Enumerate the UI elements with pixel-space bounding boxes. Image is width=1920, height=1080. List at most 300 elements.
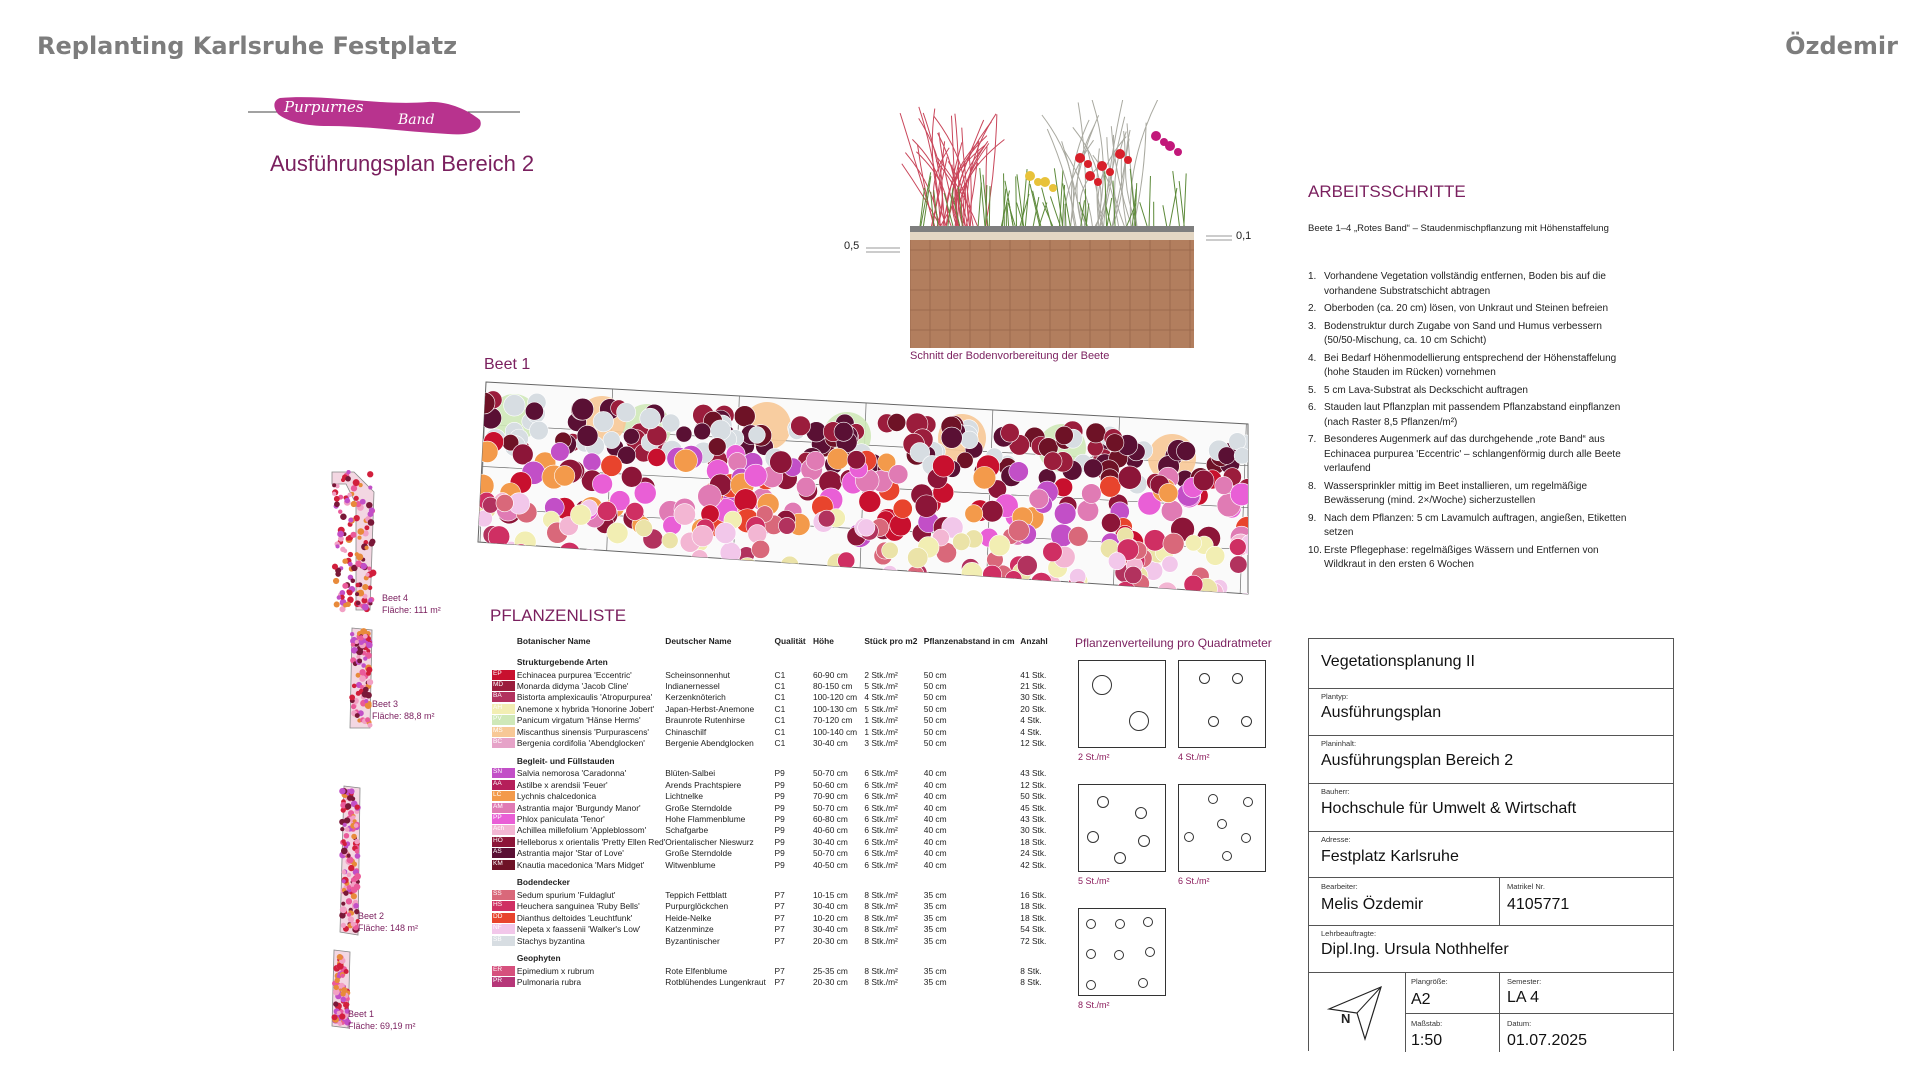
plant-dot (1241, 716, 1252, 727)
plant-dot (1222, 851, 1232, 861)
plant-height: 50-70 cm (812, 802, 848, 813)
step-number: 6. (1308, 402, 1317, 413)
plant-row (492, 768, 1052, 779)
tb-plantyp: Ausführungsplan (1321, 704, 1442, 721)
plant-count: 30 Stk. (1020, 825, 1047, 836)
plant-quality: P9 (774, 768, 785, 779)
distribution-label: 6 St./m² (1178, 876, 1210, 886)
plant-count: 18 Stk. (1020, 901, 1047, 912)
plant-count: 50 Stk. (1020, 791, 1047, 802)
plant-swatch: SN (492, 768, 515, 778)
page-title: Ausführungsplan Bereich 2 (270, 151, 535, 176)
beet2-name: Beet 2 (358, 911, 385, 921)
distribution-box (1078, 660, 1166, 748)
plant-group-heading (492, 650, 1052, 669)
plant-height: 60-80 cm (812, 813, 848, 824)
plant-quality: P9 (774, 802, 785, 813)
plant-row (492, 802, 1052, 813)
plant-per-m2: 6 Stk./m² (864, 768, 898, 779)
plant-quality: C1 (774, 738, 786, 749)
plant-dot (1184, 832, 1194, 842)
plant-swatch: HS (492, 901, 515, 911)
plant-botanical: Miscanthus sinensis 'Purpurascens' (516, 726, 649, 737)
step-item (1308, 433, 1628, 477)
distribution-label: 8 St./m² (1078, 1000, 1110, 1010)
plant-count: 21 Stk. (1020, 681, 1047, 692)
plant-swatch: EP (492, 670, 515, 680)
plant-spacing: 35 cm (923, 889, 947, 900)
step-number: 8. (1308, 480, 1317, 492)
plant-per-m2: 8 Stk./m² (864, 901, 898, 912)
plant-dot (1086, 919, 1096, 929)
north-label: N (1341, 1011, 1351, 1026)
plant-swatch: BA (492, 692, 515, 702)
plant-count: 43 Stk. (1020, 813, 1047, 824)
plant-per-m2: 1 Stk./m² (864, 715, 898, 726)
plant-height: 50-70 cm (812, 768, 848, 779)
plant-spacing: 40 cm (923, 848, 947, 859)
plant-row (492, 737, 1052, 748)
plant-count: 43 Stk. (1020, 768, 1047, 779)
beet4-name: Beet 4 (382, 593, 409, 603)
tb-plangroesse: A2 (1411, 991, 1431, 1008)
step-item (1308, 352, 1628, 381)
step-item (1308, 384, 1628, 399)
plant-row (492, 726, 1052, 737)
plant-dot (1217, 819, 1227, 829)
plant-count: 72 Stk. (1020, 935, 1047, 946)
beet4-label (382, 592, 441, 616)
plant-botanical: Stachys byzantina (516, 935, 585, 946)
plant-per-m2: 8 Stk./m² (864, 935, 898, 946)
plant-height: 10-20 cm (812, 912, 848, 923)
plant-swatch: Ach (492, 825, 515, 835)
plant-german: Japan-Herbst-Anemone (665, 703, 755, 714)
plant-row (492, 825, 1052, 836)
tb-bearbeiter-label: Bearbeiter: (1321, 882, 1358, 891)
plant-row (492, 791, 1052, 802)
plant-spacing: 40 cm (923, 802, 947, 813)
plant-german: Teppich Fettblatt (665, 889, 727, 900)
plant-spacing: 50 cm (923, 692, 947, 703)
plant-quality: C1 (774, 726, 786, 737)
plant-spacing: 50 cm (923, 715, 947, 726)
plant-swatch: AM (492, 803, 515, 813)
plant-botanical: Astrantia major 'Burgundy Manor' (516, 802, 641, 813)
plant-quality: C1 (774, 681, 786, 692)
plant-botanical: Knautia macedonica 'Mars Midget' (516, 859, 645, 870)
plant-row (492, 859, 1052, 870)
tb-planinhalt: Ausführungsplan Bereich 2 (1321, 752, 1514, 769)
step-text: Bodenstruktur durch Zugabe von Sand und Humus verbessern (50/50-Mischung, ca. 10 cm Schicht) (1324, 320, 1602, 346)
beet-overview (320, 460, 460, 1040)
plant-per-m2: 6 Stk./m² (864, 791, 898, 802)
plant-swatch: SS (492, 890, 515, 900)
plant-count: 18 Stk. (1020, 912, 1047, 923)
plant-per-m2: 6 Stk./m² (864, 813, 898, 824)
tb-bauherr: Hochschule für Umwelt & Wirtschaft (1321, 800, 1577, 817)
tb-lehrbeauftragte: Dipl.Ing. Ursula Nothhelfer (1321, 941, 1509, 958)
plant-row (492, 680, 1052, 691)
plant-swatch: LC (492, 791, 515, 801)
plant-german: Blüten-Salbei (665, 768, 716, 779)
step-item (1308, 480, 1628, 509)
step-number: 7. (1308, 434, 1317, 445)
step-text: Stauden laut Pflanzplan mit passendem Pflanzabstand einpflanzen (nach Raster 8,5 Pflanzen/m²) (1324, 402, 1621, 428)
plant-dot (1143, 917, 1153, 927)
plant-quality: C1 (774, 669, 786, 680)
plant-count: 41 Stk. (1020, 669, 1047, 680)
plant-count: 4 Stk. (1020, 715, 1042, 726)
distribution-area (1078, 660, 1278, 1040)
distribution-box (1078, 908, 1166, 996)
plant-dot (1092, 675, 1112, 695)
plant-german: Witwenblume (665, 859, 716, 870)
tb-datum-label: Datum: (1507, 1019, 1532, 1028)
plant-quality: P9 (774, 779, 785, 790)
plant-row (492, 901, 1052, 912)
plant-height: 20-30 cm (812, 977, 848, 988)
plant-spacing: 35 cm (923, 924, 947, 935)
plant-dot (1114, 852, 1126, 864)
plant-botanical: Salvia nemorosa 'Caradonna' (516, 768, 627, 779)
plant-swatch: DD (492, 913, 515, 923)
steps-list (1308, 270, 1628, 576)
col-spacing: Pflanzenabstand in cm (923, 636, 1015, 646)
plant-german: Heide-Nelke (665, 912, 712, 923)
plant-german: Kerzenknöterich (665, 692, 726, 703)
plant-quality: P9 (774, 791, 785, 802)
plant-swatch: PV (492, 715, 515, 725)
plant-per-m2: 6 Stk./m² (864, 779, 898, 790)
step-number: 5. (1308, 384, 1317, 396)
plant-group-name: Geophyten (516, 953, 561, 964)
step-item (1308, 302, 1628, 317)
distribution-label: 2 St./m² (1078, 752, 1110, 762)
plant-dot (1208, 794, 1218, 804)
plant-height: 20-30 cm (812, 935, 848, 946)
beet3-area: Fläche: 88,8 m² (372, 711, 435, 721)
step-item (1308, 320, 1628, 349)
plant-botanical: Echinacea purpurea 'Eccentric' (516, 669, 632, 680)
plant-spacing: 35 cm (923, 901, 947, 912)
plant-swatch: ER (492, 966, 515, 976)
plant-botanical: Astilbe x arendsii 'Feuer' (516, 779, 608, 790)
plant-botanical: Phlox paniculata 'Tenor' (516, 813, 605, 824)
logo-text-line1: Purpurnes (284, 98, 364, 116)
step-number: 9. (1308, 512, 1317, 524)
plant-per-m2: 8 Stk./m² (864, 889, 898, 900)
step-text: Wassersprinkler mittig im Beet installieren, um regelmäßige Bewässerung (mind. 2×/Woche) sicherzustellen (1324, 480, 1588, 506)
col-count: Anzahl (1020, 636, 1048, 646)
plant-quality: P7 (774, 889, 785, 900)
plant-height: 40-50 cm (812, 859, 848, 870)
plant-row (492, 692, 1052, 703)
step-text: Bei Bedarf Höhenmodellierung entsprechend der Höhenstaffelung (hohe Stauden im Rücken) vornehmen (1324, 352, 1617, 378)
plant-per-m2: 6 Stk./m² (864, 859, 898, 870)
plant-dot (1115, 919, 1125, 929)
plant-german: Indianernessel (665, 681, 720, 692)
plant-botanical: Sedum spurium 'Fuldaglut' (516, 889, 616, 900)
plant-swatch: KM (492, 860, 515, 870)
logo-text-line2: Band (398, 112, 435, 128)
plant-count: 4 Stk. (1020, 726, 1042, 737)
plant-dot (1208, 716, 1219, 727)
tb-semester: LA 4 (1507, 989, 1540, 1006)
plant-german: Arends Prachtspiere (665, 779, 742, 790)
plant-german: Braunrote Rutenhirse (665, 715, 745, 726)
beet-plan-title: Beet 1 (484, 356, 531, 373)
plant-dot (1138, 835, 1150, 847)
step-number: 1. (1308, 271, 1317, 282)
plant-botanical: Epimedium x rubrum (516, 965, 595, 976)
step-number: 4. (1308, 352, 1317, 364)
plant-height: 100-120 cm (812, 692, 858, 703)
plant-spacing: 50 cm (923, 669, 947, 680)
plant-row (492, 935, 1052, 946)
step-text: 5 cm Lava-Substrat als Deckschicht auftragen (1324, 384, 1528, 396)
distribution-box (1178, 784, 1266, 872)
plant-dot (1129, 711, 1149, 731)
plant-height: 50-60 cm (812, 779, 848, 790)
plant-swatch: MS (492, 727, 515, 737)
plant-spacing: 35 cm (923, 935, 947, 946)
plant-spacing: 40 cm (923, 791, 947, 802)
plant-height: 70-120 cm (812, 715, 853, 726)
plant-german: Purpurglöckchen (665, 901, 729, 912)
plant-per-m2: 8 Stk./m² (864, 965, 898, 976)
plant-count: 18 Stk. (1020, 836, 1047, 847)
plant-dot (1241, 833, 1251, 843)
plant-german: Große Sterndolde (665, 802, 732, 813)
plant-botanical: Heuchera sanguinea 'Ruby Bells' (516, 901, 640, 912)
plant-dot (1086, 949, 1096, 959)
plant-height: 60-90 cm (812, 669, 848, 680)
plant-botanical: Dianthus deltoides 'Leuchtfunk' (516, 912, 633, 923)
distribution-title: Pflanzenverteilung pro Quadratmeter (1075, 636, 1272, 650)
steps-title: ARBEITSSCHRITTE (1308, 182, 1466, 201)
plant-count: 20 Stk. (1020, 703, 1047, 714)
section-dim-left: 0,5 (844, 240, 860, 252)
beet-planting-plan (474, 378, 1254, 598)
plant-count: 54 Stk. (1020, 924, 1047, 935)
plant-height: 10-15 cm (812, 889, 848, 900)
plant-dot (1199, 673, 1210, 684)
plant-per-m2: 8 Stk./m² (864, 924, 898, 935)
beet1-name: Beet 1 (348, 1009, 375, 1019)
plant-botanical: Astrantia major 'Star of Love' (516, 848, 624, 859)
plant-spacing: 50 cm (923, 703, 947, 714)
distribution-box (1078, 784, 1166, 872)
step-text: Nach dem Pflanzen: 5 cm Lavamulch auftragen, angießen, Etiketten setzen (1324, 512, 1627, 538)
plant-quality: P7 (774, 901, 785, 912)
plant-botanical: Monarda didyma 'Jacob Cline' (516, 681, 629, 692)
step-text: Erste Pflegephase: regelmäßiges Wässern und Entfernen von Wildkraut in den ersten 6 Wochen (1324, 544, 1599, 570)
plant-dot (1097, 796, 1109, 808)
plant-spacing: 50 cm (923, 738, 947, 749)
col-height: Höhe (812, 636, 834, 646)
step-number: 2. (1308, 303, 1317, 314)
step-text: Oberboden (ca. 20 cm) lösen, von Unkraut und Steinen befreien (1324, 303, 1609, 314)
plant-quality: P9 (774, 859, 785, 870)
plant-height: 70-90 cm (812, 791, 848, 802)
plant-quality: P7 (774, 924, 785, 935)
tb-adresse-label: Adresse: (1321, 835, 1351, 844)
plant-group-heading (492, 946, 1052, 965)
plant-spacing: 40 cm (923, 859, 947, 870)
plant-spacing: 35 cm (923, 965, 947, 976)
distribution-box (1178, 660, 1266, 748)
plant-german: Große Sterndolde (665, 848, 732, 859)
plant-dot (1086, 980, 1096, 990)
plant-quality: C1 (774, 703, 786, 714)
plant-height: 100-140 cm (812, 726, 858, 737)
plant-per-m2: 5 Stk./m² (864, 703, 898, 714)
plant-quality: P9 (774, 848, 785, 859)
plant-swatch: PP (492, 814, 515, 824)
plant-count: 30 Stk. (1020, 692, 1047, 703)
plant-german: Chinaschilf (665, 726, 707, 737)
beet1-area: Fläche: 69,19 m² (348, 1021, 416, 1031)
plant-row (492, 965, 1052, 976)
tb-matrikel-label: Matrikel Nr. (1507, 882, 1545, 891)
plant-swatch: AA (492, 780, 515, 790)
plant-quality: P9 (774, 813, 785, 824)
logo (248, 96, 520, 138)
plant-row (492, 813, 1052, 824)
plant-swatch: PR (492, 977, 515, 987)
plant-quality: P9 (774, 825, 785, 836)
plant-dot (1135, 807, 1147, 819)
tb-bauherr-label: Bauherr: (1321, 787, 1350, 796)
plant-height: 30-40 cm (812, 924, 848, 935)
plant-row (492, 836, 1052, 847)
plant-swatch: NF (492, 924, 515, 934)
plant-botanical: Helleborus x orientalis 'Pretty Ellen Red' (516, 836, 666, 847)
plant-row (492, 779, 1052, 790)
plant-count: 8 Stk. (1020, 977, 1042, 988)
plant-row (492, 912, 1052, 923)
beet3-label (372, 698, 435, 722)
steps-intro: Beete 1–4 „Rotes Band“ – Staudenmischpflanzung mit Höhenstaffelung (1308, 223, 1609, 234)
plant-list-title: PFLANZENLISTE (490, 606, 627, 625)
plant-german: Byzantinischer (665, 935, 720, 946)
plant-per-m2: 6 Stk./m² (864, 848, 898, 859)
plant-count: 12 Stk. (1020, 738, 1047, 749)
plant-german: Hohe Flammenblume (665, 813, 746, 824)
plant-per-m2: 1 Stk./m² (864, 726, 898, 737)
plant-per-m2: 3 Stk./m² (864, 738, 898, 749)
plant-quality: P9 (774, 836, 785, 847)
step-item (1308, 270, 1628, 299)
plant-botanical: Bistorta amplexicaulis 'Atropurpurea' (516, 692, 653, 703)
plant-row (492, 923, 1052, 934)
plant-count: 16 Stk. (1020, 889, 1047, 900)
plant-height: 30-40 cm (812, 901, 848, 912)
tb-matrikel: 4105771 (1507, 896, 1570, 913)
beet1-label (348, 1008, 416, 1032)
plant-per-m2: 6 Stk./m² (864, 836, 898, 847)
step-text: Vorhandene Vegetation vollständig entfernen, Boden bis auf die vorhandene Substratschicht abtragen (1324, 271, 1606, 297)
plant-quality: P7 (774, 912, 785, 923)
plant-per-m2: 4 Stk./m² (864, 692, 898, 703)
col-swatch (492, 636, 517, 650)
plant-german: Rote Elfenblume (665, 965, 728, 976)
north-arrow-icon (1321, 979, 1393, 1045)
tb-massstab: 1:50 (1411, 1032, 1443, 1049)
plant-dot (1145, 947, 1155, 957)
plant-german: Rotblühendes Lungenkraut (665, 977, 766, 988)
plant-group-name: Begleit- und Füllstauden (516, 755, 615, 766)
plant-row (492, 669, 1052, 680)
plant-group-heading (492, 749, 1052, 768)
plant-count: 45 Stk. (1020, 802, 1047, 813)
col-german: Deutscher Name (665, 636, 732, 646)
step-item (1308, 544, 1628, 573)
tb-title: Vegetationsplanung II (1321, 653, 1475, 670)
plant-german: Schafgarbe (665, 825, 709, 836)
step-number: 10. (1308, 544, 1322, 556)
plant-swatch: MD (492, 681, 515, 691)
col-botanical: Botanischer Name (516, 636, 591, 646)
plant-botanical: Pulmonaria rubra (516, 977, 582, 988)
plant-botanical: Achillea millefolium 'Appleblossom' (516, 825, 647, 836)
plant-spacing: 40 cm (923, 768, 947, 779)
plant-count: 24 Stk. (1020, 848, 1047, 859)
plant-per-m2: 6 Stk./m² (864, 825, 898, 836)
plant-height: 40-60 cm (812, 825, 848, 836)
tb-datum: 01.07.2025 (1507, 1032, 1588, 1049)
plant-row (492, 703, 1052, 714)
plant-quality: P7 (774, 965, 785, 976)
plant-spacing: 50 cm (923, 726, 947, 737)
beet4-area: Fläche: 111 m² (382, 605, 441, 615)
plant-dot (1114, 950, 1124, 960)
plant-height: 30-40 cm (812, 836, 848, 847)
beet3-name: Beet 3 (372, 699, 399, 709)
plant-dot (1243, 797, 1253, 807)
tb-adresse: Festplatz Karlsruhe (1321, 848, 1459, 865)
plant-german: Scheinsonnenhut (665, 669, 731, 680)
plant-dot (1232, 673, 1243, 684)
plant-german: Bergenie Abendglocken (665, 738, 754, 749)
tb-lehrbeauftragte-label: Lehrbeauftragte: (1321, 929, 1377, 938)
plant-per-m2: 5 Stk./m² (864, 681, 898, 692)
section-caption: Schnitt der Bodenvorbereitung der Beete (910, 350, 1110, 362)
plant-dot (1138, 978, 1148, 988)
plant-height: 80-150 cm (812, 681, 853, 692)
plant-height: 25-35 cm (812, 965, 848, 976)
plant-botanical: Nepeta x faassenii 'Walker's Low' (516, 924, 641, 935)
plant-height: 30-40 cm (812, 738, 848, 749)
tb-semester-label: Semester: (1507, 977, 1542, 986)
plant-row (492, 847, 1052, 858)
plant-dot (1087, 831, 1099, 843)
title-block (1308, 638, 1674, 1051)
plant-group-name: Bodendecker (516, 877, 570, 888)
plant-swatch: AH (492, 704, 515, 714)
plant-group-heading (492, 870, 1052, 889)
beet2-area: Fläche: 148 m² (358, 923, 419, 933)
tb-plangroesse-label: Plangröße: (1411, 977, 1448, 986)
section-dim-right: 0,1 (1236, 230, 1252, 242)
plant-swatch: BC (492, 738, 515, 748)
project-title: Replanting Karlsruhe Festplatz (37, 32, 458, 60)
plant-count: 8 Stk. (1020, 965, 1042, 976)
distribution-label: 5 St./m² (1078, 876, 1110, 886)
plant-count: 12 Stk. (1020, 779, 1047, 790)
plant-height: 50-70 cm (812, 848, 848, 859)
